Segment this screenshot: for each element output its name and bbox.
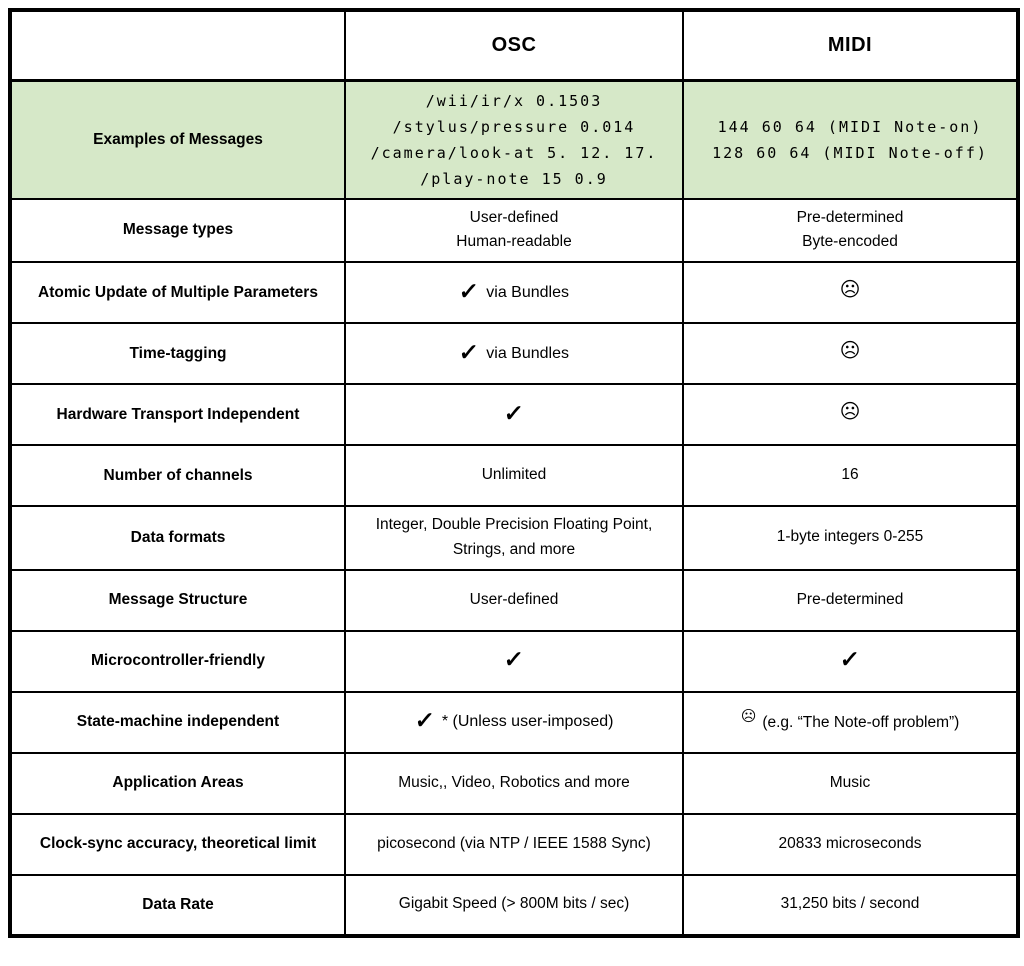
row-label: Clock-sync accuracy, theoretical limit [10,814,345,875]
table-row-clock-sync-accuracy [10,814,1018,875]
code-line: /play-note 15 0.9 [420,169,608,188]
row-label: Message Structure [10,570,345,631]
midi-cell: 16 [683,445,1018,506]
check-note: * (Unless user-imposed) [441,713,614,731]
midi-cell: 1-byte integers 0-255 [683,506,1018,570]
osc-cell [345,384,683,445]
osc-cell [345,323,683,384]
row-label: Examples of Messages [10,80,345,199]
table-row-data-formats [10,506,1018,570]
row-label: Atomic Update of Multiple Parameters [10,262,345,323]
value-line: Human-readable [456,233,572,251]
row-label: Time-tagging [10,323,345,384]
midi-cell: 20833 microseconds [683,814,1018,875]
osc-cell [345,631,683,692]
table-row-hardware-transport-independent [10,384,1018,445]
row-label: Number of channels [10,445,345,506]
code-line: /camera/look-at 5. 12. 17. [370,143,658,162]
check-note: via Bundles [486,283,569,301]
code-line: 128 60 64 (MIDI Note-off) [712,143,988,162]
osc-cell [345,199,683,263]
table-row-state-machine-independent [10,692,1018,753]
midi-cell [683,323,1018,384]
row-label: State-machine independent [10,692,345,753]
row-label: Application Areas [10,753,345,814]
check-icon: ✓ [839,646,862,673]
code-line: 144 60 64 (MIDI Note-on) [717,117,983,136]
table-row-message-types [10,199,1018,263]
row-label: Message types [10,199,345,263]
check-icon: ✓ [457,338,480,365]
frown-note: (e.g. “The Note-off problem”) [762,713,960,731]
table-row-atomic-update [10,262,1018,323]
row-label: Data Rate [10,875,345,936]
check-note: via Bundles [486,344,569,362]
midi-cell [683,692,1018,753]
midi-cell [683,80,1018,199]
frown-icon: ☹ [839,401,861,424]
check-icon: ✓ [503,646,526,673]
column-header-osc: OSC [345,10,683,80]
row-label: Data formats [10,506,345,570]
table-row-number-of-channels [10,445,1018,506]
value-line: Byte-encoded [802,233,898,251]
osc-cell: picosecond (via NTP / IEEE 1588 Sync) [345,814,683,875]
osc-cell: Music,, Video, Robotics and more [345,753,683,814]
osc-cell: Gigabit Speed (> 800M bits / sec) [345,875,683,936]
midi-cell: 31,250 bits / second [683,875,1018,936]
code-line: /wii/ir/x 0.1503 [425,91,603,110]
header-row [10,10,1018,80]
osc-cell [345,80,683,199]
corner-cell [10,10,345,80]
frown-icon: ☹ [740,707,757,725]
table-row-data-rate [10,875,1018,936]
table-row-message-structure [10,570,1018,631]
midi-cell [683,262,1018,323]
midi-cell: Pre-determined [683,570,1018,631]
row-label: Microcontroller-friendly [10,631,345,692]
osc-cell [345,692,683,753]
column-header-midi: MIDI [683,10,1018,80]
row-label: Hardware Transport Independent [10,384,345,445]
osc-midi-comparison-table [8,8,1020,938]
value-line: Pre-determined [796,208,904,226]
midi-cell [683,384,1018,445]
osc-cell [345,262,683,323]
table-row-microcontroller-friendly [10,631,1018,692]
osc-cell: Integer, Double Precision Floating Point, Strings, and more [345,506,683,570]
osc-cell: Unlimited [345,445,683,506]
frown-icon: ☹ [839,279,861,302]
table-row-application-areas [10,753,1018,814]
osc-cell: User-defined [345,570,683,631]
table-row-time-tagging [10,323,1018,384]
code-line: /stylus/pressure 0.014 [392,117,636,136]
midi-cell [683,631,1018,692]
midi-cell [683,199,1018,263]
midi-cell: Music [683,753,1018,814]
frown-icon: ☹ [839,340,861,363]
table-row-examples-of-messages [10,80,1018,199]
check-icon: ✓ [457,277,480,304]
value-line: User-defined [469,208,559,226]
check-icon: ✓ [413,707,436,734]
check-icon: ✓ [503,399,526,426]
